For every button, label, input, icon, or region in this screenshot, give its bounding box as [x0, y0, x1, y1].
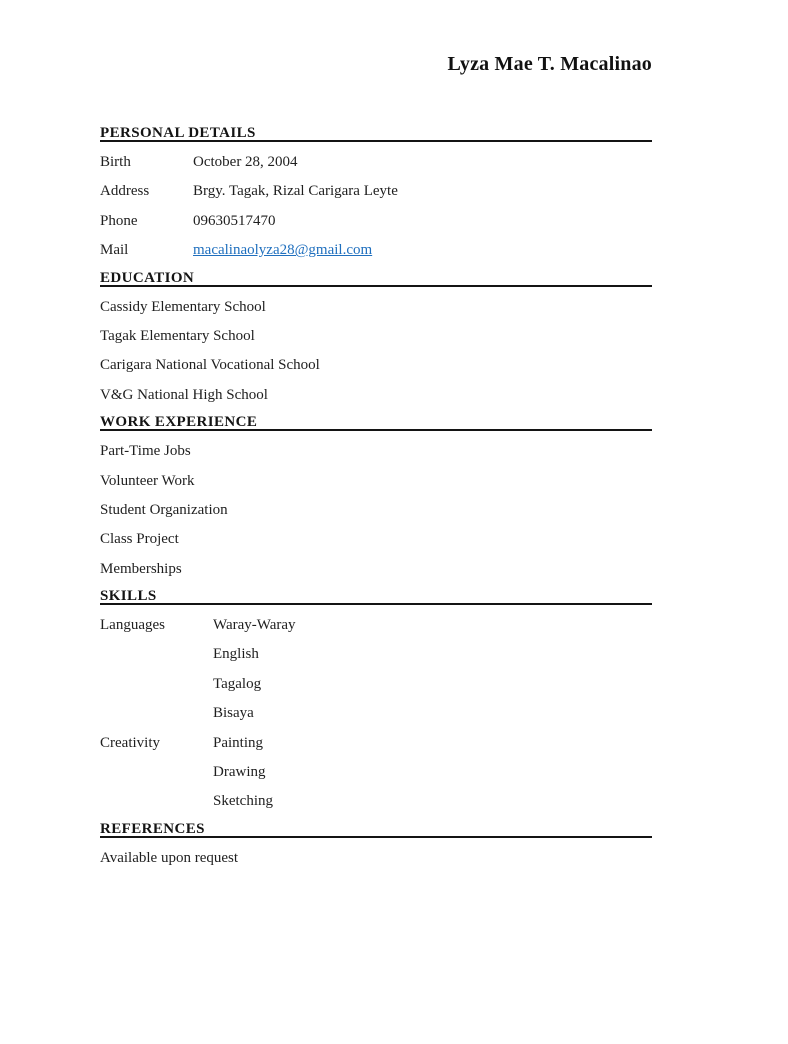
skill-row	[100, 762, 652, 782]
skill-value: Painting	[213, 734, 264, 751]
skill-row	[100, 733, 652, 753]
education-item-text: V&G National High School	[100, 386, 268, 403]
references-note	[100, 848, 652, 868]
section-heading-education: EDUCATION	[100, 270, 652, 287]
birth-label: Birth	[100, 154, 131, 170]
references-note-text: Available upon request	[100, 849, 239, 866]
address-value: Brgy. Tagak, Rizal Carigara Leyte	[193, 183, 398, 200]
skill-value: Waray-Waray	[213, 617, 296, 634]
education-item	[100, 326, 652, 346]
skill-value: Drawing	[213, 764, 266, 781]
skill-category-label: Languages	[100, 617, 165, 634]
work-item-text: Class Project	[100, 531, 179, 548]
education-item	[100, 385, 652, 405]
phone-value: 09630517470	[193, 212, 276, 229]
education-item	[100, 355, 652, 375]
work-item	[100, 441, 652, 461]
education-item	[100, 297, 652, 317]
personal-row-birth	[100, 152, 652, 172]
skill-row	[100, 674, 652, 694]
work-item-text: Student Organization	[100, 501, 228, 518]
skill-category-label	[100, 762, 213, 782]
personal-row-mail	[100, 240, 652, 260]
skill-value: Tagalog	[213, 675, 262, 692]
skill-row	[100, 644, 652, 664]
page-title: Lyza Mae T. Macalinao	[447, 53, 652, 75]
section-heading-skills: SKILLS	[100, 588, 652, 605]
email-link[interactable]: macalinaolyza28@gmail.com	[193, 242, 373, 259]
address-label: Address	[100, 183, 150, 200]
skill-row	[100, 615, 652, 635]
work-item	[100, 500, 652, 520]
section-heading-personal-details: PERSONAL DETAILS	[100, 125, 652, 142]
mail-value	[193, 240, 652, 260]
phone-label: Phone	[100, 212, 138, 229]
work-item-text: Part-Time Jobs	[100, 443, 191, 460]
work-item	[100, 559, 652, 579]
work-item-text: Volunteer Work	[100, 472, 195, 489]
section-heading-references: REFERENCES	[100, 821, 652, 838]
skill-category-label	[100, 674, 213, 694]
skill-category-label	[100, 703, 213, 723]
skill-value: Bisaya	[213, 705, 254, 722]
work-item	[100, 529, 652, 549]
skill-value: English	[213, 646, 259, 663]
birth-value: October 28, 2004	[193, 154, 298, 170]
section-heading-work-experience: WORK EXPERIENCE	[100, 414, 652, 431]
work-item-text: Memberships	[100, 560, 182, 577]
education-item-text: Carigara National Vocational School	[100, 357, 320, 374]
skill-category-label	[100, 644, 213, 664]
skill-category-label	[100, 791, 213, 811]
work-item	[100, 471, 652, 491]
education-item-text: Tagak Elementary School	[100, 327, 255, 344]
skill-category-label: Creativity	[100, 734, 160, 751]
personal-row-phone	[100, 211, 652, 231]
personal-row-address	[100, 181, 652, 201]
skill-value: Sketching	[213, 793, 273, 810]
mail-label: Mail	[100, 242, 129, 259]
skill-row	[100, 703, 652, 723]
skill-row	[100, 791, 652, 811]
education-item-text: Cassidy Elementary School	[100, 298, 266, 315]
resume-content	[100, 0, 652, 868]
